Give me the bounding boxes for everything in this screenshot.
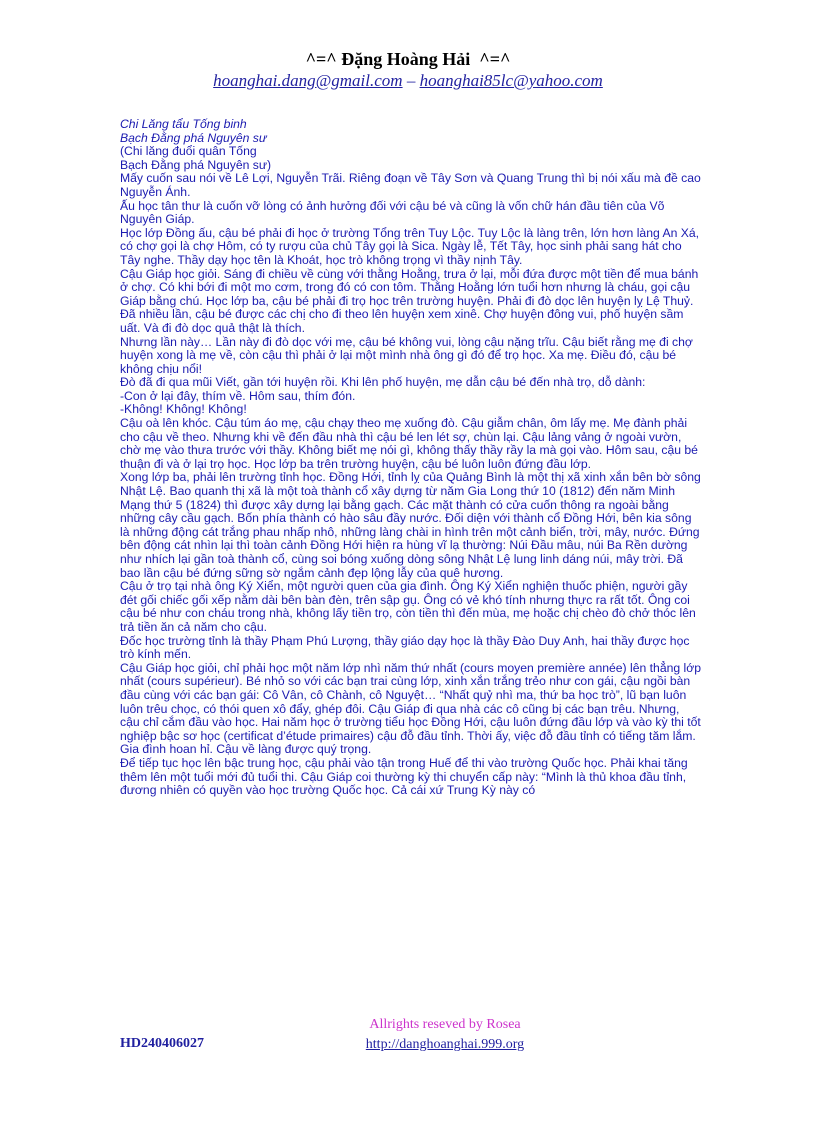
document-code: HD240406027 — [120, 1036, 204, 1051]
email-link-gmail[interactable]: hoanghai.dang@gmail.com — [213, 71, 403, 90]
paragraph: (Chi lăng đuổi quân Tống — [120, 144, 257, 159]
rights-notice: Allrights reseved by Rosea — [369, 1017, 521, 1032]
website-link[interactable]: http://danghoanghai.999.org — [365, 1037, 525, 1052]
author-title: ^=^ Đặng Hoàng Hải ^=^ — [305, 49, 511, 69]
paragraph: Mấy cuốn sau nói về Lê Lợi, Nguyễn Trãi. Riêng đoạn về Tây Sơn và Quang Trung thì bị nói xấu mà đề cao Nguyễn Ánh. — [120, 171, 701, 199]
paragraph: -Không! Không! Không! — [120, 402, 247, 417]
contact-emails — [0, 70, 816, 92]
paragraph: Cậu Giáp học giỏi, chỉ phải học một năm lớp nhì năm thứ nhất (cours moyen première année) lên thẳng lớp nhất (cours supérieur). Bé nhỏ so với các bạn trai cùng lớp, xinh xắn trắng trẻo như con gái, cậu ngồi bàn đầu cùng với các bạn gái: Cô Vân, cô Chành, cô Nguyệt… “Nhất quỷ nhì ma, thứ ba học trò”, lũ bạn luôn luôn trêu chọc, có thói quen xô đẩy, ghép đôi. Cậu Giáp đi qua nhà các cô cũng bị các bạn trêu. Nhưng, cậu chỉ cắm đầu vào học. Hai năm học ở trường tiểu học Đồng Hới, cậu luôn đứng đầu lớp và vào kỳ thi tốt nghiệp bậc sơ học (certificat d’étude primaires) cậu đỗ đầu tỉnh. Thời ấy, việc đỗ đầu tỉnh có tiếng tăm lắm. Gia đình hoan hỉ. Cậu về làng được quý trọng. — [120, 660, 702, 757]
email-link-yahoo[interactable]: hoanghai85lc@yahoo.com — [419, 71, 603, 90]
paragraph: Học lớp Đồng ấu, cậu bé phải đi học ở trường Tổng trên Tuy Lộc. Tuy Lộc là làng trên, lớn hơn làng An Xá, có chợ gọi là chợ Hôm, có ty rượu của chủ Tây gọi là Sica. Ngày lễ, Tết Tây, học sinh phải sang hát cho Tây nghe. Thầy dạy học tên là Khoát, học trò không trọng vì thầy nịnh Tây. — [120, 225, 700, 267]
page-header — [0, 48, 816, 92]
paragraph: Đốc học trường tỉnh là thầy Phạm Phú Lượng, thầy giáo dạy học là thầy Đào Duy Anh, hai thầy được học trò kính mến. — [120, 633, 690, 662]
body-text — [120, 118, 702, 998]
paragraph: Ấu học tân thư là cuốn vỡ lòng có ảnh hưởng đối với cậu bé và cũng là vốn chữ hán đầu tiên của Võ Nguyên Giáp. — [120, 198, 665, 227]
paragraph: Bạch Đằng phá Nguyên sư) — [120, 157, 272, 172]
paragraph: Chi Lăng tẩu Tống binh — [120, 118, 247, 131]
paragraph: Đò đã đi qua mũi Viết, gần tới huyện rồi. Khi lên phố huyện, mẹ dẫn cậu bé đến nhà trọ, dỗ dành: — [120, 375, 646, 390]
email-separator: – — [406, 71, 416, 90]
paragraph: Để tiếp tục học lên bậc trung học, cậu phải vào tận trong Huế để thi vào trường Quốc học. Phải khai tăng thêm lên một tuổi mới đủ tuổi thi. Cậu Giáp coi thường kỳ thi chuyển cấp này: “Mình là thủ khoa đầu tỉnh, đương nhiên có quyền vào học trường Quốc học. Cả cái xứ Trung Kỳ này có — [120, 755, 688, 798]
paragraph: Cậu oà lên khóc. Cậu túm áo mẹ, cậu chạy theo mẹ xuống đò. Cậu giẫm chân, ôm lấy mẹ. Mẹ đành phải cho cậu về theo. Nhưng khi về đến đầu nhà thì cậu bé len lét sợ, chùn lại. Cậu lảng vảng ở ngoài vườn, chờ mẹ vào thưa trước với thầy. Không biết mẹ nói gì, không thấy thầy rầy la mà gọi vào. Hôm sau, cậu bé thuận đi và ở lại trọ học. Học lớp ba trên trường huyện, cậu bé luôn luôn đứng đầu lớp. — [120, 416, 698, 471]
paragraph: Xong lớp ba, phải lên trường tỉnh học. Đồng Hới, tỉnh lỵ của Quảng Bình là một thị xã xinh xắn bên bờ sông Nhật Lệ. Bao quanh thị xã là một toà thành cổ xây dựng từ năm Gia Long thứ 10 (1812) đến năm Minh Mạng thứ 5 (1824) thì được xây dựng lại bằng gạch. Các mặt thành có cửa cuốn thông ra ngoài bằng những cây cầu gạch. Bốn phía thành có hào sâu đầy nước. Đối diện với thành cổ Đồng Hới, bên kia sông là những động cát trắng phau nhấp nhô, những làng chài in hình trên một cảnh biển, trời, mây, nước. Đứng bên động cát nhìn lại thì toàn cảnh Đồng Hới hiện ra hùng vĩ lạ thường: Núi Đầu mâu, núi Ba Rền dường như nhích lại gần toà thành cổ, cùng soi bóng xuống dòng sông Nhật Lệ lung linh dáng núi, mây trời. Đã bao lần cậu bé đứng sững sờ ngắm cảnh đẹp lộng lẫy của quê hương. — [120, 470, 701, 580]
paragraph: Nhưng lần này… Lần này đi đò dọc với mẹ, cậu bé không vui, lòng cậu nặng trĩu. Cậu biết rằng mẹ đi chợ huyện xong là mẹ về, còn cậu thì phải ở lại một mình nhà ông gì đó để trọ học. Xa mẹ. Điều đó, cậu bé không chịu nổi! — [120, 334, 693, 376]
paragraph: -Con ở lại đây, thím về. Hôm sau, thím đón. — [120, 388, 356, 403]
paragraph: Bạch Đằng phá Nguyên sư — [120, 130, 267, 145]
paragraph: Cậu ở trọ tại nhà ông Ký Xiển, một người quen của gia đình. Ông Ký Xiển nghiện thuốc phiện, người gầy đét gối chiếc gối xếp nằm dài bên bàn đèn, trên sập gụ. Ông có vẻ khó tính nhưng thực ra rất tốt. Ông coi cậu bé như con cháu trong nhà, không lấy tiền trọ, còn tiền thì đến mùa, mẹ hoặc chị chèo đò chở thóc lên trả tiền ăn cả năm cho cậu. — [120, 579, 696, 634]
paragraph: Cậu Giáp học giỏi. Sáng đi chiều về cùng với thằng Hoằng, trưa ở lại, mỗi đứa được một tiền để mua bánh ở chợ. Có khi bới đi một mo cơm, trong đó có con tôm. Thằng Hoằng lớn tuổi hơn nhưng là cháu, gọi cậu Giáp bằng chú. Học lớp ba, cậu bé phải đi trọ học trên trường huyện. Phải đi đò dọc lên huyện lỵ Lệ Thuỷ. Đã nhiều lần, cậu bé được các chị cho đi theo lên huyện xem xinê. Chợ huyện đông vui, phố huyện sầm uất. Và đi đò dọc quả thật là thích. — [120, 266, 699, 335]
footer-credits — [300, 1015, 590, 1055]
